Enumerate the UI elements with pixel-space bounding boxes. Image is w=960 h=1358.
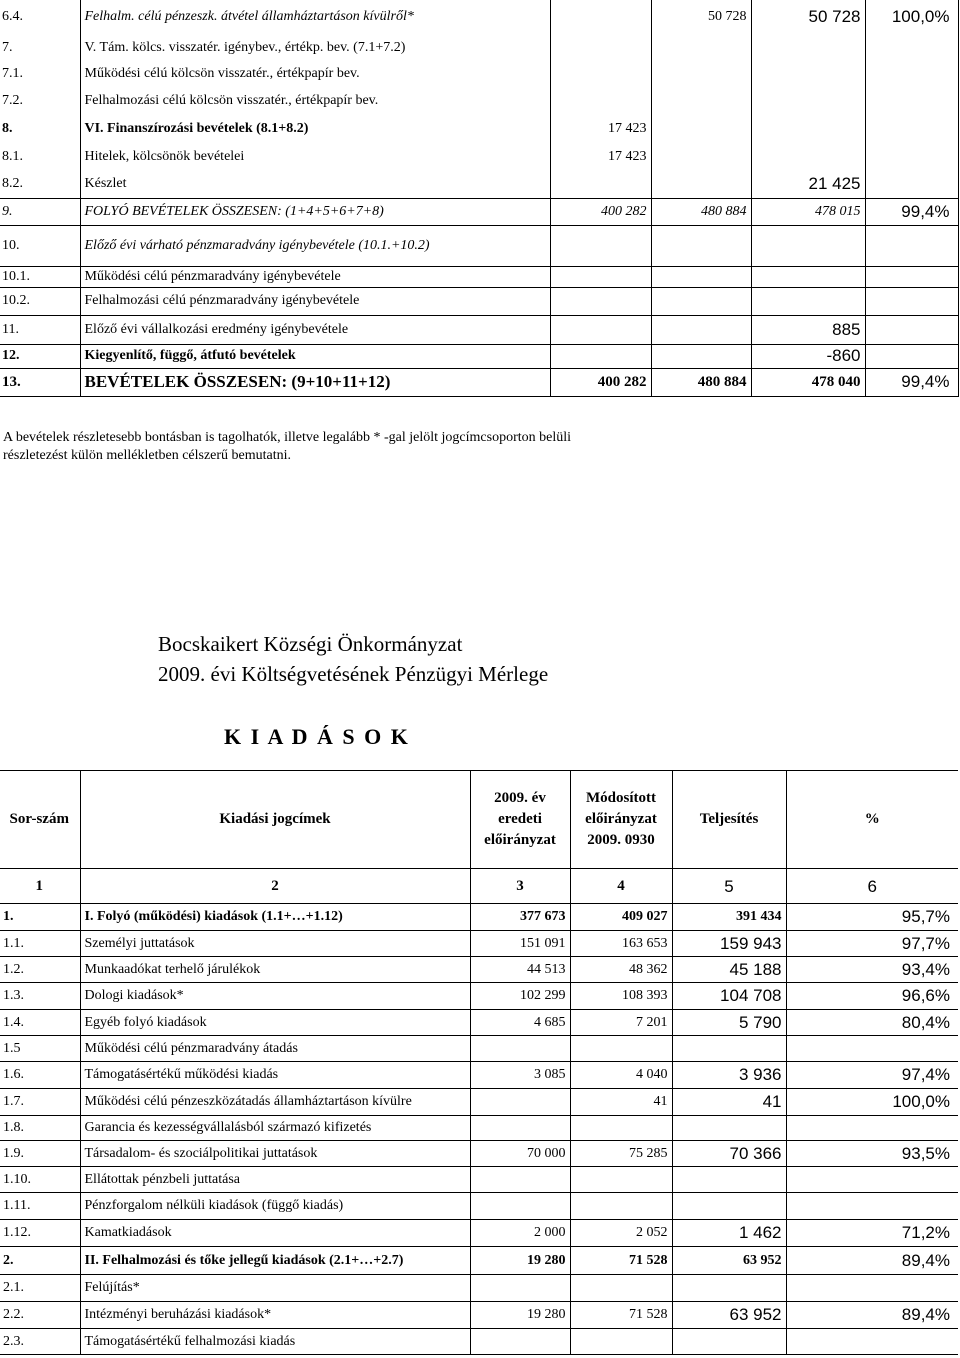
row-number: 1.1. — [0, 931, 80, 957]
performance: 104 708 — [672, 983, 786, 1010]
performance: 63 952 — [672, 1302, 786, 1329]
percent: 96,6% — [786, 983, 958, 1010]
row-label: Hitelek, kölcsönök bevételei — [80, 143, 550, 170]
header-percent: % — [786, 771, 958, 869]
performance: 885 — [751, 315, 865, 344]
original-appropriation — [470, 1275, 570, 1302]
revenue-row — [0, 315, 958, 344]
row-label: Dologi kiadások* — [80, 983, 470, 1010]
performance: 159 943 — [672, 931, 786, 957]
row-number: 1.4. — [0, 1010, 80, 1036]
percent: 99,4% — [865, 198, 958, 225]
modified-appropriation — [651, 87, 751, 115]
expenditure-row — [0, 1193, 958, 1220]
expenditure-row — [0, 983, 958, 1010]
row-number: 7.2. — [0, 87, 80, 115]
row-label: Pénzforgalom nélküli kiadások (függő kiadás) — [80, 1193, 470, 1220]
footnote: A bevételek részletesebb bontásban is tagolhatók, illetve legalább * -gal jelölt jogcímcsoporton belüli részletezést külön mellékletben célszerű bemutatni. — [3, 430, 572, 463]
expenditure-row — [0, 1167, 958, 1193]
performance — [672, 1193, 786, 1220]
row-number: 1.6. — [0, 1062, 80, 1089]
performance — [672, 1116, 786, 1141]
revenue-row — [0, 368, 958, 396]
revenue-row — [0, 115, 958, 143]
original-appropriation — [470, 1193, 570, 1220]
original-appropriation: 17 423 — [550, 143, 651, 170]
revenue-row — [0, 0, 958, 34]
percent — [865, 344, 958, 368]
original-appropriation: 4 685 — [470, 1010, 570, 1036]
performance — [672, 1275, 786, 1302]
percent — [865, 225, 958, 266]
performance — [751, 143, 865, 170]
modified-appropriation: 50 728 — [651, 0, 751, 34]
modified-appropriation: 480 884 — [651, 368, 751, 396]
row-number: 1.8. — [0, 1116, 80, 1141]
expenditure-row — [0, 1329, 958, 1355]
performance: 391 434 — [672, 904, 786, 931]
original-appropriation: 3 085 — [470, 1062, 570, 1089]
performance — [751, 87, 865, 115]
expenditure-row — [0, 1116, 958, 1141]
percent: 99,4% — [865, 368, 958, 396]
performance: 41 — [672, 1089, 786, 1116]
row-label: Kiegyenlítő, függő, átfutó bevételek — [80, 344, 550, 368]
original-appropriation: 151 091 — [470, 931, 570, 957]
modified-appropriation — [651, 170, 751, 198]
modified-appropriation: 108 393 — [570, 983, 672, 1010]
revenue-table — [0, 0, 959, 397]
original-appropriation — [470, 1089, 570, 1116]
header-modositott: Módosított előirányzat 2009. 0930 — [570, 771, 672, 869]
performance: 5 790 — [672, 1010, 786, 1036]
revenue-row — [0, 266, 958, 287]
row-number: 10.1. — [0, 266, 80, 287]
row-number: 7.1. — [0, 61, 80, 87]
original-appropriation: 102 299 — [470, 983, 570, 1010]
original-appropriation — [470, 1036, 570, 1062]
percent: 100,0% — [865, 0, 958, 34]
original-appropriation — [470, 1329, 570, 1355]
modified-appropriation — [570, 1275, 672, 1302]
performance: -860 — [751, 344, 865, 368]
expenditure-row — [0, 1302, 958, 1329]
row-number: 8.2. — [0, 170, 80, 198]
row-label: Működési célú pénzeszközátadás államháztartáson kívülre — [80, 1089, 470, 1116]
modified-appropriation — [651, 344, 751, 368]
column-number: 4 — [570, 869, 672, 904]
original-appropriation — [550, 34, 651, 61]
original-appropriation — [470, 1116, 570, 1141]
column-number: 6 — [786, 869, 958, 904]
row-number: 1.7. — [0, 1089, 80, 1116]
row-label: Felhalm. célú pénzeszk. átvétel államháztartáson kívülről* — [80, 0, 550, 34]
row-label: VI. Finanszírozási bevételek (8.1+8.2) — [80, 115, 550, 143]
performance: 70 366 — [672, 1141, 786, 1167]
modified-appropriation: 41 — [570, 1089, 672, 1116]
modified-appropriation: 163 653 — [570, 931, 672, 957]
row-number: 10. — [0, 225, 80, 266]
row-number: 1.9. — [0, 1141, 80, 1167]
row-label: Garancia és kezességvállalásból származó kifizetés — [80, 1116, 470, 1141]
row-label: V. Tám. kölcs. visszatér. igénybev., értékp. bev. (7.1+7.2) — [80, 34, 550, 61]
original-appropriation: 400 282 — [550, 368, 651, 396]
original-appropriation — [550, 266, 651, 287]
percent: 89,4% — [786, 1302, 958, 1329]
original-appropriation: 400 282 — [550, 198, 651, 225]
row-number: 11. — [0, 315, 80, 344]
percent — [865, 266, 958, 287]
percent — [865, 34, 958, 61]
row-label: I. Folyó (működési) kiadások (1.1+…+1.12) — [80, 904, 470, 931]
row-label: Személyi juttatások — [80, 931, 470, 957]
original-appropriation: 19 280 — [470, 1302, 570, 1329]
original-appropriation — [550, 170, 651, 198]
row-number: 6.4. — [0, 0, 80, 34]
percent: 100,0% — [786, 1089, 958, 1116]
row-number: 8. — [0, 115, 80, 143]
revenue-row — [0, 143, 958, 170]
original-appropriation — [550, 87, 651, 115]
percent: 71,2% — [786, 1220, 958, 1247]
performance — [751, 266, 865, 287]
row-label: Egyéb folyó kiadások — [80, 1010, 470, 1036]
row-number: 9. — [0, 198, 80, 225]
row-label: Felújítás* — [80, 1275, 470, 1302]
row-number: 1.5 — [0, 1036, 80, 1062]
original-appropriation: 377 673 — [470, 904, 570, 931]
modified-appropriation: 2 052 — [570, 1220, 672, 1247]
row-label: II. Felhalmozási és tőke jellegű kiadások (2.1+…+2.7) — [80, 1247, 470, 1275]
modified-appropriation — [570, 1193, 672, 1220]
performance — [672, 1329, 786, 1355]
percent: 89,4% — [786, 1247, 958, 1275]
percent — [865, 315, 958, 344]
modified-appropriation — [570, 1116, 672, 1141]
revenue-row — [0, 87, 958, 115]
percent — [786, 1275, 958, 1302]
performance: 478 015 — [751, 198, 865, 225]
revenue-row — [0, 287, 958, 315]
original-appropriation: 2 000 — [470, 1220, 570, 1247]
original-appropriation: 70 000 — [470, 1141, 570, 1167]
column-number: 1 — [0, 869, 80, 904]
row-number: 2. — [0, 1247, 80, 1275]
row-label: Készlet — [80, 170, 550, 198]
row-label: Működési célú pénzmaradvány átadás — [80, 1036, 470, 1062]
row-number: 10.2. — [0, 287, 80, 315]
page-title: Bocskaikert Községi Önkormányzat — [158, 632, 463, 656]
expenditure-row — [0, 1010, 958, 1036]
revenue-row — [0, 34, 958, 61]
expenditure-row — [0, 1089, 958, 1116]
expenditure-row — [0, 1141, 958, 1167]
section-heading: K I A D Á S O K — [224, 724, 410, 749]
modified-appropriation — [651, 315, 751, 344]
revenue-row — [0, 61, 958, 87]
revenue-row — [0, 344, 958, 368]
percent — [865, 143, 958, 170]
percent — [865, 87, 958, 115]
row-number: 1.2. — [0, 957, 80, 983]
expenditure-row — [0, 904, 958, 931]
row-label: Munkaadókat terhelő járulékok — [80, 957, 470, 983]
row-number: 1.11. — [0, 1193, 80, 1220]
column-number: 5 — [672, 869, 786, 904]
row-number: 7. — [0, 34, 80, 61]
modified-appropriation: 409 027 — [570, 904, 672, 931]
percent: 93,5% — [786, 1141, 958, 1167]
column-number: 2 — [80, 869, 470, 904]
expenditure-row — [0, 1247, 958, 1275]
modified-appropriation — [651, 61, 751, 87]
row-label: Felhalmozási célú kölcsön visszatér., értékpapír bev. — [80, 87, 550, 115]
row-number: 2.2. — [0, 1302, 80, 1329]
performance: 63 952 — [672, 1247, 786, 1275]
row-number: 2.1. — [0, 1275, 80, 1302]
row-label: Felhalmozási célú pénzmaradvány igénybevétele — [80, 287, 550, 315]
row-number: 8.1. — [0, 143, 80, 170]
percent: 97,7% — [786, 931, 958, 957]
modified-appropriation — [570, 1167, 672, 1193]
row-label: Ellátottak pénzbeli juttatása — [80, 1167, 470, 1193]
percent — [786, 1193, 958, 1220]
modified-appropriation: 71 528 — [570, 1247, 672, 1275]
row-number: 13. — [0, 368, 80, 396]
modified-appropriation: 7 201 — [570, 1010, 672, 1036]
modified-appropriation: 4 040 — [570, 1062, 672, 1089]
revenue-row — [0, 170, 958, 198]
revenue-row — [0, 225, 958, 266]
row-number: 1.10. — [0, 1167, 80, 1193]
modified-appropriation — [651, 115, 751, 143]
modified-appropriation — [651, 287, 751, 315]
modified-appropriation — [651, 143, 751, 170]
expenditure-row — [0, 1275, 958, 1302]
header-row — [0, 771, 958, 869]
performance: 50 728 — [751, 0, 865, 34]
original-appropriation: 44 513 — [470, 957, 570, 983]
expenditure-row — [0, 1062, 958, 1089]
expenditure-table — [0, 770, 958, 1355]
row-label: BEVÉTELEK ÖSSZESEN: (9+10+11+12) — [80, 368, 550, 396]
percent — [786, 1167, 958, 1193]
row-label: Támogatásértékű felhalmozási kiadás — [80, 1329, 470, 1355]
percent: 93,4% — [786, 957, 958, 983]
row-number: 12. — [0, 344, 80, 368]
modified-appropriation: 71 528 — [570, 1302, 672, 1329]
row-label: FOLYÓ BEVÉTELEK ÖSSZESEN: (1+4+5+6+7+8) — [80, 198, 550, 225]
original-appropriation — [470, 1167, 570, 1193]
row-label: Működési célú pénzmaradvány igénybevétele — [80, 266, 550, 287]
percent — [786, 1116, 958, 1141]
expenditure-row — [0, 1220, 958, 1247]
row-label: Intézményi beruházási kiadások* — [80, 1302, 470, 1329]
header-sorszam: Sor-szám — [0, 771, 80, 869]
percent — [865, 61, 958, 87]
percent — [865, 115, 958, 143]
original-appropriation — [550, 344, 651, 368]
original-appropriation — [550, 287, 651, 315]
row-label: Előző évi várható pénzmaradvány igénybevétele (10.1.+10.2) — [80, 225, 550, 266]
percent — [786, 1329, 958, 1355]
performance: 21 425 — [751, 170, 865, 198]
performance — [751, 225, 865, 266]
row-number: 1.12. — [0, 1220, 80, 1247]
row-label: Előző évi vállalkozási eredmény igénybevétele — [80, 315, 550, 344]
row-number: 1.3. — [0, 983, 80, 1010]
modified-appropriation: 480 884 — [651, 198, 751, 225]
original-appropriation — [550, 0, 651, 34]
original-appropriation — [550, 61, 651, 87]
percent — [865, 287, 958, 315]
percent: 80,4% — [786, 1010, 958, 1036]
modified-appropriation — [651, 225, 751, 266]
revenue-row — [0, 198, 958, 225]
expenditure-row — [0, 957, 958, 983]
original-appropriation — [550, 315, 651, 344]
percent: 95,7% — [786, 904, 958, 931]
performance: 1 462 — [672, 1220, 786, 1247]
row-label: Társadalom- és szociálpolitikai juttatások — [80, 1141, 470, 1167]
percent: 97,4% — [786, 1062, 958, 1089]
modified-appropriation — [570, 1329, 672, 1355]
performance — [751, 61, 865, 87]
original-appropriation: 19 280 — [470, 1247, 570, 1275]
column-number-row — [0, 869, 958, 904]
percent — [786, 1036, 958, 1062]
row-number: 1. — [0, 904, 80, 931]
row-label: Működési célú kölcsön visszatér., értékpapír bev. — [80, 61, 550, 87]
performance — [751, 34, 865, 61]
modified-appropriation — [651, 266, 751, 287]
row-label: Kamatkiadások — [80, 1220, 470, 1247]
modified-appropriation — [570, 1036, 672, 1062]
performance: 45 188 — [672, 957, 786, 983]
performance: 3 936 — [672, 1062, 786, 1089]
performance — [751, 287, 865, 315]
row-number: 2.3. — [0, 1329, 80, 1355]
expenditure-row — [0, 1036, 958, 1062]
modified-appropriation: 48 362 — [570, 957, 672, 983]
performance: 478 040 — [751, 368, 865, 396]
page-subtitle: 2009. évi Költségvetésének Pénzügyi Mérlege — [158, 662, 549, 686]
row-label: Támogatásértékű működési kiadás — [80, 1062, 470, 1089]
performance — [672, 1036, 786, 1062]
modified-appropriation: 75 285 — [570, 1141, 672, 1167]
expenditure-row — [0, 931, 958, 957]
performance — [672, 1167, 786, 1193]
header-jogcimek: Kiadási jogcímek — [80, 771, 470, 869]
original-appropriation — [550, 225, 651, 266]
column-number: 3 — [470, 869, 570, 904]
modified-appropriation — [651, 34, 751, 61]
percent — [865, 170, 958, 198]
original-appropriation: 17 423 — [550, 115, 651, 143]
header-teljesites: Teljesítés — [672, 771, 786, 869]
header-eredeti: 2009. év eredeti előirányzat — [470, 771, 570, 869]
performance — [751, 115, 865, 143]
